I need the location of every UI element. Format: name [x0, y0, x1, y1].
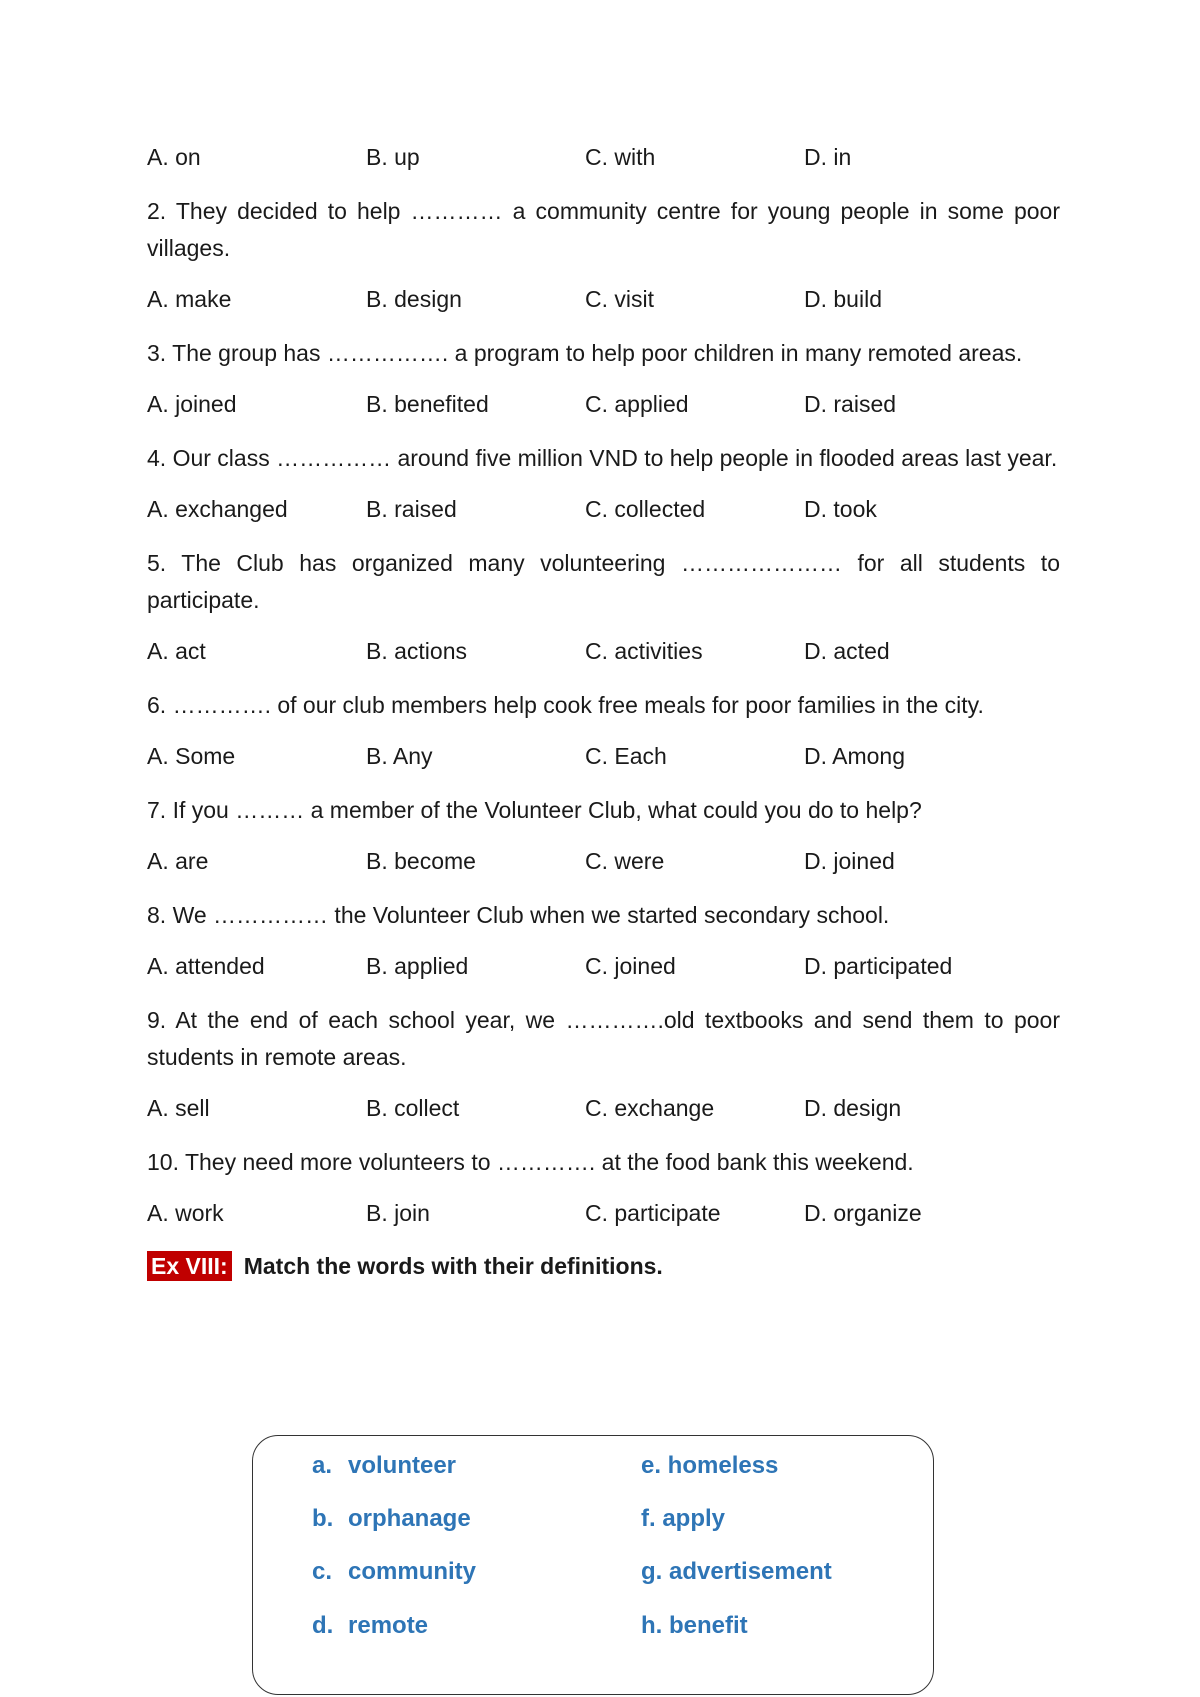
options-row-q4	[147, 492, 1060, 526]
exercise-instruction: Match the words with their definitions.	[243, 1253, 663, 1279]
worksheet	[147, 140, 1060, 1283]
options-row-q2	[147, 282, 1060, 316]
option-d: D. participated	[804, 953, 953, 979]
option-b: B. collect	[366, 1095, 460, 1121]
word-item: g. advertisement	[641, 1558, 832, 1585]
option-d: D. raised	[804, 391, 897, 417]
question-7: 7. If you ……… a member of the Volunteer Club, what could you do to help?	[147, 797, 922, 823]
option-c: C. exchange	[585, 1095, 715, 1121]
word-item: a. volunteer	[312, 1452, 457, 1479]
option-d: D. organize	[804, 1200, 922, 1226]
option-a: A. work	[147, 1200, 224, 1226]
option-a: A. Some	[147, 743, 236, 769]
question-6: 6. …………. of our club members help cook free meals for poor families in the city.	[147, 692, 984, 718]
option-c: C. Each	[585, 743, 667, 769]
option-d: D. in	[804, 144, 852, 170]
option-d: D. joined	[804, 848, 895, 874]
option-d: D. acted	[804, 638, 890, 664]
option-c: C. joined	[585, 953, 676, 979]
option-b: B. actions	[366, 638, 467, 664]
option-a: A. on	[147, 144, 201, 170]
question-2: 2. They decided to help ………… a community centre for young people in some poor villages.	[147, 198, 1060, 261]
question-10: 10. They need more volunteers to …………. at the food bank this weekend.	[147, 1149, 914, 1175]
option-b: B. Any	[366, 743, 433, 769]
option-c: C. applied	[585, 391, 689, 417]
option-c: C. visit	[585, 286, 654, 312]
option-b: B. raised	[366, 496, 457, 522]
question-9: 9. At the end of each school year, we ………….old textbooks and send them to poor students in remote areas.	[147, 1007, 1060, 1070]
option-c: C. with	[585, 144, 656, 170]
option-b: B. join	[366, 1200, 430, 1226]
question-8: 8. We …………… the Volunteer Club when we started secondary school.	[147, 902, 890, 928]
options-row-q6	[147, 739, 1060, 773]
option-c: C. were	[585, 848, 665, 874]
options-row-q1	[147, 140, 1060, 174]
option-c: C. activities	[585, 638, 703, 664]
option-b: B. applied	[366, 953, 469, 979]
option-c: C. participate	[585, 1200, 721, 1226]
word-item: f. apply	[641, 1505, 726, 1532]
option-a: A. exchanged	[147, 496, 288, 522]
options-row-q8	[147, 949, 1060, 983]
option-b: B. design	[366, 286, 462, 312]
option-d: D. design	[804, 1095, 902, 1121]
option-b: B. become	[366, 848, 476, 874]
options-row-q9	[147, 1091, 1060, 1125]
word-item: c. community	[312, 1558, 477, 1585]
question-3: 3. The group has ……………. a program to help poor children in many remoted areas.	[147, 340, 1023, 366]
word-item: b. orphanage	[312, 1505, 471, 1532]
question-5: 5. The Club has organized many volunteering ………………… for all students to participate.	[147, 550, 1060, 613]
option-a: A. make	[147, 286, 232, 312]
word-box	[252, 1435, 934, 1695]
option-b: B. up	[366, 144, 420, 170]
option-c: C. collected	[585, 496, 706, 522]
exercise-tag: Ex VIII:	[147, 1251, 232, 1281]
option-d: D. build	[804, 286, 882, 312]
option-a: A. sell	[147, 1095, 210, 1121]
exercise-heading	[147, 1249, 1060, 1283]
option-a: A. act	[147, 638, 206, 664]
option-a: A. attended	[147, 953, 265, 979]
word-item: h. benefit	[641, 1612, 748, 1639]
options-row-q3	[147, 387, 1060, 421]
options-row-q10	[147, 1196, 1060, 1230]
word-item: d. remote	[312, 1612, 429, 1639]
option-d: D. took	[804, 496, 877, 522]
option-a: A. are	[147, 848, 209, 874]
option-d: D. Among	[804, 743, 905, 769]
question-4: 4. Our class …………… around five million VND to help people in flooded areas last year.	[147, 445, 1058, 471]
options-row-q5	[147, 634, 1060, 668]
word-item: e. homeless	[641, 1452, 779, 1479]
options-row-q7	[147, 844, 1060, 878]
option-a: A. joined	[147, 391, 237, 417]
option-b: B. benefited	[366, 391, 489, 417]
